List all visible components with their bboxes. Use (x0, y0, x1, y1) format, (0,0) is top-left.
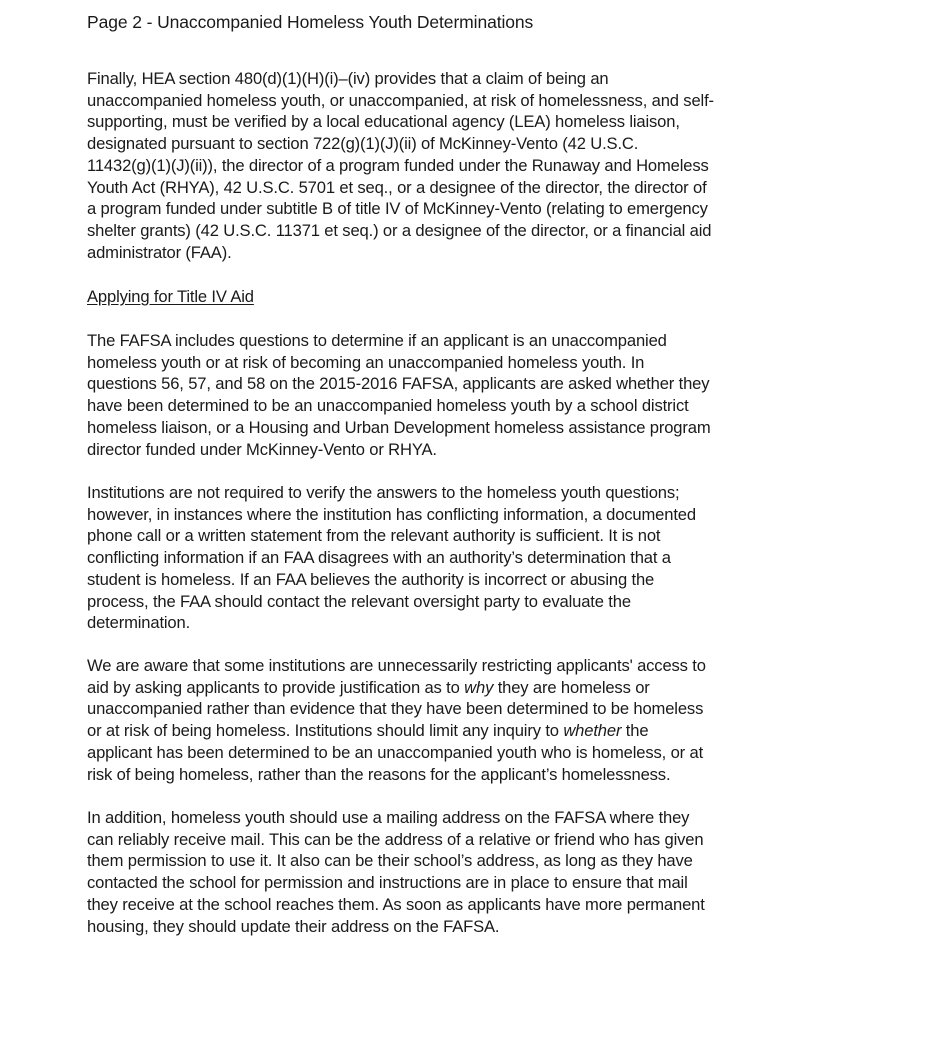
emphasis-why: why (464, 677, 494, 697)
text-line: phone call or a written statement from the relevant authority is sufficient. It is not (87, 526, 661, 546)
paragraph-hea-section (87, 68, 827, 263)
text-line: have been determined to be an unaccompanied homeless youth by a school district (87, 396, 689, 416)
paragraph-mailing-address (87, 807, 827, 937)
text-line (87, 677, 827, 699)
text-line: they receive at the school reaches them. As soon as applicants have more permanent (87, 894, 705, 914)
text-line: homeless youth or at risk of becoming an unaccompanied homeless youth. In (87, 352, 645, 372)
text-line: determination. (87, 613, 191, 633)
text-line: applicant has been determined to be an unaccompanied youth who is homeless, or at (87, 742, 704, 762)
text-line: housing, they should update their address on the FAFSA. (87, 916, 500, 936)
text-line: Finally, HEA section 480(d)(1)(H)(i)–(iv) provides that a claim of being an (87, 69, 609, 88)
text-line: can reliably receive mail. This can be the address of a relative or friend who has given (87, 829, 704, 849)
text-line: student is homeless. If an FAA believes the authority is incorrect or abusing the (87, 569, 655, 589)
text-line: Institutions are not required to verify the answers to the homeless youth questions; (87, 483, 680, 502)
text-line: homeless liaison, or a Housing and Urban Development homeless assistance program (87, 417, 711, 437)
text-line: designated pursuant to section 722(g)(1)(J)(ii) of McKinney-Vento (42 U.S.C. (87, 134, 639, 154)
text-segment: or at risk of being homeless. Institutions should limit any inquiry to (87, 721, 564, 741)
section-heading: Applying for Title IV Aid (87, 287, 254, 306)
text-line (87, 720, 827, 742)
text-line: risk of being homeless, rather than the reasons for the applicant’s homelessness. (87, 764, 671, 784)
paragraph-restricting-access (87, 655, 827, 785)
text-line: conflicting information if an FAA disagrees with an authority’s determination that a (87, 548, 671, 568)
text-line: In addition, homeless youth should use a mailing address on the FAFSA where they (87, 808, 690, 827)
text-line: supporting, must be verified by a local educational agency (LEA) homeless liaison, (87, 112, 680, 132)
text-line: The FAFSA includes questions to determine if an applicant is an unaccompanied (87, 331, 667, 350)
text-line: 11432(g)(1)(J)(ii)), the director of a program funded under the Runaway and Homeless (87, 155, 709, 175)
text-line: however, in instances where the institution has conflicting information, a documented (87, 504, 696, 524)
text-line: process, the FAA should contact the relevant oversight party to evaluate the (87, 591, 631, 611)
text-segment: aid by asking applicants to provide justification as to (87, 677, 465, 697)
paragraph-fafsa-questions (87, 330, 827, 460)
paragraph-verification (87, 482, 827, 634)
emphasis-whether: whether (563, 721, 622, 741)
text-segment: the (621, 721, 649, 741)
text-line: unaccompanied rather than evidence that they have been determined to be homeless (87, 699, 704, 719)
page-header: Page 2 - Unaccompanied Homeless Youth Determinations (87, 12, 534, 32)
text-line: administrator (FAA). (87, 242, 232, 262)
text-line: We are aware that some institutions are unnecessarily restricting applicants' access to (87, 656, 706, 675)
text-line: them permission to use it. It also can be their school’s address, as long as they have (87, 851, 693, 871)
text-line: a program funded under subtitle B of title IV of McKinney-Vento (relating to emergency (87, 199, 708, 219)
text-line: questions 56, 57, and 58 on the 2015-2016 FAFSA, applicants are asked whether they (87, 374, 710, 394)
text-line: director funded under McKinney-Vento or RHYA. (87, 439, 437, 459)
text-line: shelter grants) (42 U.S.C. 11371 et seq.) or a designee of the director, or a financial aid (87, 220, 712, 240)
text-line: unaccompanied homeless youth, or unaccompanied, at risk of homelessness, and self- (87, 90, 714, 110)
text-segment: they are homeless or (493, 677, 650, 697)
text-line: Youth Act (RHYA), 42 U.S.C. 5701 et seq., or a designee of the director, the director of (87, 177, 707, 197)
text-line: contacted the school for permission and instructions are in place to ensure that mail (87, 873, 688, 893)
